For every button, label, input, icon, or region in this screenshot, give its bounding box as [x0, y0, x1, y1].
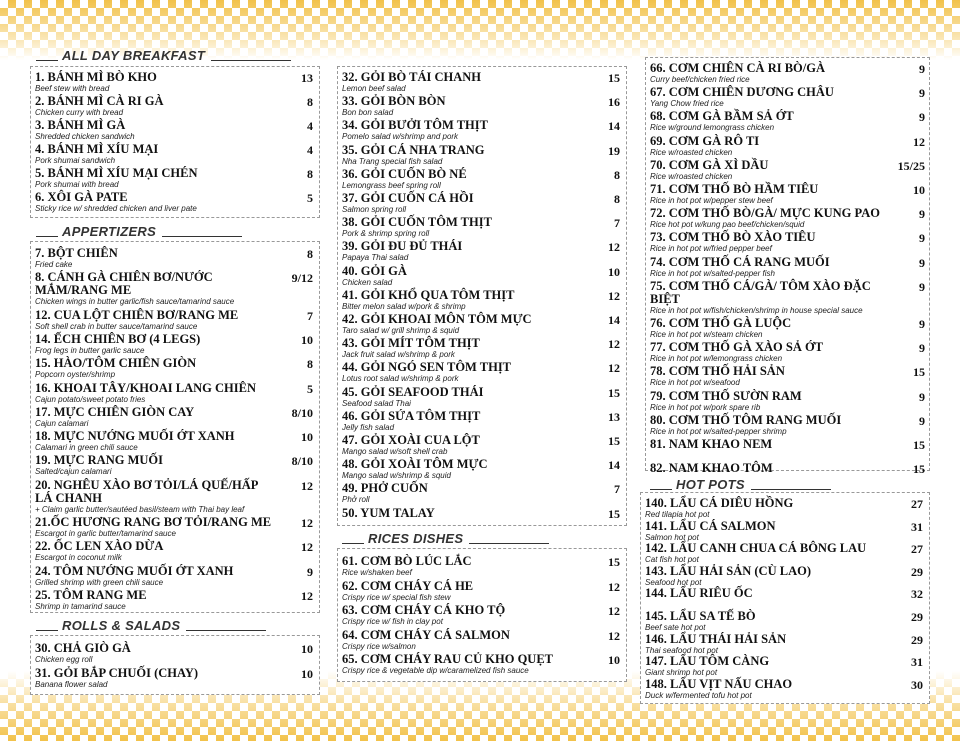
menu-item-name: 3. BÁNH MÌ GÀ: [35, 118, 126, 132]
menu-item-price: 12: [608, 361, 620, 376]
menu-item-name: 44. GỎI NGÓ SEN TÔM THỊT: [342, 360, 512, 375]
menu-item-name: 4. BÁNH MÌ XÍU MẠI: [35, 142, 159, 156]
menu-item-price: 31: [911, 655, 923, 670]
header-rule: [751, 489, 831, 490]
menu-item-name: 62. CƠM CHÁY CÁ HE: [342, 578, 474, 593]
header-rule: [211, 60, 291, 61]
menu-item-price: 4: [307, 143, 313, 157]
menu-item-description: Rice in hot pot w/pork spare rib: [650, 402, 761, 412]
menu-item-name: 17. MỰC CHIÊN GIÒN CAY: [35, 404, 195, 419]
menu-item-name: 61. CƠM BÒ LÚC LẮC: [342, 554, 472, 568]
menu-item-name: 40. GỎI GÀ: [342, 263, 407, 278]
menu-item-price: 9: [307, 564, 313, 579]
menu-item-name: 50. YUM TALAY: [342, 505, 435, 520]
menu-item-name: 148. LẨU VỊT NẤU CHAO: [645, 676, 793, 691]
menu-item-name: 80. CƠM THỐ TÔM RANG MUỐI: [650, 412, 842, 427]
menu-item-name: 71. CƠM THỐ BÒ HẦM TIÊU: [650, 182, 819, 196]
menu-item-price: 15: [608, 555, 620, 569]
menu-item-description: Rice in hot pot w/salted-pepper shrimp: [650, 426, 787, 436]
menu-item-description: Crispy rice w/ fish in clay pot: [342, 617, 443, 626]
menu-item-name: 69. CƠM GÀ RÔ TI: [650, 133, 760, 148]
menu-item-name: 64. CƠM CHÁY CÁ SALMON: [342, 627, 510, 642]
menu-item-price: 15: [913, 438, 925, 452]
menu-item-description: Giant shrimp hot pot: [645, 668, 718, 678]
menu-item-name: 74. CƠM THỐ CÁ RANG MUỐI: [650, 254, 830, 269]
menu-item-price: 15: [608, 385, 620, 400]
menu-item-price: 5: [307, 381, 313, 396]
menu-item-description: Curry beef/chicken fried rice: [650, 75, 750, 84]
menu-item-price: 5: [307, 191, 313, 205]
menu-item-description: + Claim garlic butter/sautéed basil/steam with Thai bay leaf: [35, 504, 245, 514]
menu-item-price: 10: [301, 430, 313, 445]
header-rule: [186, 630, 266, 631]
section-title: ROLLS & SALADS: [62, 617, 181, 633]
menu-item-price: 15: [913, 462, 925, 477]
menu-item-description: Rice in hot pot w/fried pepper beef: [650, 244, 772, 254]
menu-item-description: Escargot in garlic butter/tamarind sauce: [35, 529, 176, 538]
menu-item-name: 77. CƠM THỐ GÀ XÀO SẢ ỚT: [650, 340, 824, 355]
menu-item-name: 66. CƠM CHIÊN CÀ RI BÒ/GÀ: [650, 61, 826, 75]
menu-item-price: 7: [307, 308, 313, 323]
menu-item-price: 9: [919, 279, 925, 294]
menu-item-description: Calamari in green chili sauce: [35, 443, 138, 453]
section-title: ALL DAY BREAKFAST: [62, 47, 206, 63]
menu-item-price: 8: [307, 167, 313, 181]
appetizer-list: [30, 241, 320, 613]
menu-item-description: Crispy rice & vegetable dip w/caramelized fish sauce: [342, 666, 529, 675]
menu-item-description: Jelly fish salad: [342, 422, 395, 432]
menu-item-description: Shredded chicken sandwich: [35, 132, 135, 141]
menu-item-description: Lotus root salad w/shrimp & pork: [342, 374, 459, 384]
menu-item-price: 8: [614, 167, 620, 182]
menu-item-name: 37. GỎI CUỐN CÁ HỒI: [342, 191, 474, 205]
menu-item-price: 29: [911, 564, 923, 579]
menu-item-name: 145. LẨU SA TẾ BÒ: [645, 609, 756, 623]
menu-item-name: 46. GỎI SỨA TÔM THỊT: [342, 408, 481, 423]
menu-item-description: Popcorn oyster/shrimp: [35, 370, 116, 380]
menu-item-price: 4: [307, 119, 313, 133]
menu-item-description: Rice in hot pot w/steam chicken: [650, 330, 763, 339]
menu-item-name: 25. TÔM RANG ME: [35, 587, 147, 602]
menu-item-description: Bon bon salad: [342, 108, 394, 118]
menu-item-name: 45. GỎI SEAFOOD THÁI: [342, 384, 484, 399]
menu-item-name: 142. LẨU CANH CHUA CÁ BÔNG LAU: [645, 541, 867, 556]
menu-item-price: 9: [919, 207, 925, 222]
menu-item-price: 9/12: [291, 271, 313, 286]
menu-item-price: 7: [614, 216, 620, 231]
menu-item-name: 144. LẨU RIÊU ỐC: [645, 586, 753, 601]
menu-item-description: Pork shumai sandwich: [35, 156, 116, 165]
menu-item-name: 146. LẨU THÁI HẢI SẢN: [645, 631, 787, 646]
menu-item-name: 39. GỎI ĐU ĐỦ THÁI: [342, 239, 463, 254]
menu-item-price: 12: [608, 604, 620, 618]
menu-item-name: 41. GỎI KHỔ QUA TÔM THỊT: [342, 287, 515, 302]
menu-item-description: Rice in hot pot w/lemongrass chicken: [650, 354, 783, 364]
menu-item-name: 18. MỰC NƯỚNG MUỐI ỚT XANH: [35, 429, 235, 444]
menu-item-name: 19. MỰC RANG MUỐI: [35, 453, 163, 468]
menu-item-description: Frog legs in butter garlic sauce: [35, 345, 145, 355]
menu-item-description: Escargot in coconut milk: [35, 553, 122, 563]
menu-item-description: Pork & shrimp spring roll: [342, 229, 430, 239]
menu-item-description: Sticky rice w/ shredded chicken and liver pate: [35, 204, 197, 213]
menu-item-price: 12: [913, 134, 925, 149]
menu-item-description: Shrimp in tamarind sauce: [35, 601, 126, 611]
menu-item-price: 13: [608, 409, 620, 424]
section-header-breakfast: [36, 45, 291, 65]
menu-item-name: 75. CƠM THỐ CÁ/GÀ/ TÔM XÀO ĐẶC BIỆT: [650, 278, 871, 306]
menu-item-price: 7: [614, 482, 620, 497]
menu-item-description: Yang Chow fried rice: [650, 99, 724, 109]
rice-list-b: [645, 57, 930, 477]
menu-item-price: 8: [307, 357, 313, 372]
menu-item-price: 27: [911, 542, 923, 557]
menu-item-description: Pomelo salad w/shrimp and pork: [342, 132, 459, 142]
menu-item-description: Nha Trang special fish salad: [342, 156, 443, 166]
menu-item-price: 29: [911, 610, 923, 624]
menu-item-name: 2. BÁNH MÌ CÀ RI GÀ: [35, 94, 164, 108]
menu-item-price: 10: [913, 183, 925, 197]
menu-item-description: Beef sate hot pot: [645, 623, 706, 632]
section-header-rice: [342, 528, 549, 548]
menu-item-price: 14: [608, 313, 620, 327]
menu-item-price: 9: [919, 110, 925, 125]
menu-item-price: 8: [614, 192, 620, 206]
menu-item-price: 8/10: [291, 405, 313, 420]
menu-item-price: 30: [911, 677, 923, 692]
breakfast-list: [30, 66, 320, 218]
menu-item-price: 12: [608, 337, 620, 352]
menu-item-description: Crispy rice w/ special fish stew: [342, 592, 451, 602]
menu-item-name: 65. CƠM CHÁY RAU CỦ KHO QUẸT: [342, 652, 553, 666]
menu-item-name: 68. CƠM GÀ BẦM SẢ ỚT: [650, 109, 794, 124]
menu-item-name: 49. PHỞ CUỐN: [342, 481, 428, 496]
menu-item-name: 15. HÀO/TÔM CHIÊN GIÒN: [35, 356, 197, 371]
menu-item-description: Rice in hot pot w/fish/chicken/shrimp in house special sauce: [650, 305, 863, 315]
header-rule: [36, 236, 58, 237]
menu-item-description: Red tilapia hot pot: [645, 510, 710, 519]
roll-list: [30, 635, 320, 695]
rice-list-a: [337, 548, 627, 682]
menu-item-name: 20. NGHÊU XÀO BƠ TỎI/LÁ QUẾ/HẤP LÁ CHANH: [35, 477, 258, 505]
menu-item-name: 43. GỎI MÍT TÔM THỊT: [342, 336, 480, 351]
menu-item-price: 14: [608, 119, 620, 134]
section-title: RICES DISHES: [368, 530, 464, 546]
menu-item-description: Fried cake: [35, 260, 73, 269]
menu-item-price: 9: [919, 341, 925, 356]
menu-item-price: 15: [608, 434, 620, 448]
menu-item-description: Lemongrass beef spring roll: [342, 180, 441, 190]
menu-item-price: 14: [608, 458, 620, 473]
menu-item-price: 9: [919, 317, 925, 331]
menu-item-description: Duck w/fermented tofu hot pot: [645, 690, 752, 700]
menu-item-name: 72. CƠM THỐ BÒ/GÀ/ MỰC KUNG PAO: [650, 206, 880, 221]
menu-item-description: Pork shumai with bread: [35, 180, 119, 189]
menu-item-price: 9: [919, 86, 925, 101]
menu-item-name: 147. LẨU TÔM CÀNG: [645, 654, 770, 669]
menu-item-description: Rice w/roasted chicken: [650, 147, 733, 157]
menu-item-description: Seafood hot pot: [645, 577, 702, 587]
menu-item-name: 31. GỎI BẮP CHUỐI (CHAY): [35, 666, 199, 680]
menu-item-description: Cajun potato/sweet potato fries: [35, 394, 146, 404]
menu-item-name: 35. GỎI CÁ NHA TRANG: [342, 142, 485, 157]
menu-item-name: 14. ẾCH CHIÊN BƠ (4 LEGS): [35, 331, 201, 346]
menu-item-name: 76. CƠM THỐ GÀ LUỘC: [650, 316, 792, 330]
menu-item-description: Phở roll: [342, 495, 370, 505]
menu-item-description: Rice in hot pot w/salted-pepper fish: [650, 268, 775, 278]
menu-item-price: 16: [608, 95, 620, 110]
salad-list: [337, 66, 627, 526]
menu-item-name: 141. LẨU CÁ SALMON: [645, 518, 776, 533]
menu-item-price: 12: [608, 628, 620, 643]
header-rule: [342, 543, 364, 544]
menu-item-description: Salmon hot pot: [645, 532, 699, 542]
menu-item-description: Soft shell crab in butter sauce/tamarind sauce: [35, 321, 198, 331]
menu-item-description: Crispy rice w/salmon: [342, 641, 416, 651]
menu-item-description: Banana flower salad: [35, 680, 108, 689]
menu-item-price: 12: [301, 540, 313, 555]
menu-item-name: 1. BÁNH MÌ BÒ KHO: [35, 70, 157, 84]
menu-item-description: Rice w/ground lemongrass chicken: [650, 123, 775, 133]
menu-item-name: 79. CƠM THỐ SƯỜN RAM: [650, 388, 802, 403]
menu-item-name: 82. NAM KHAO TÔM: [650, 461, 773, 476]
menu-item-description: Bitter melon salad w/pork & shrimp: [342, 301, 466, 311]
hotpot-list: [640, 492, 930, 704]
menu-item-name: 12. CUA LỘT CHIÊN BƠ/RANG ME: [35, 307, 239, 322]
menu-item-name: 34. GỎI BƯỞI TÔM THỊT: [342, 118, 488, 133]
menu-item-price: 12: [301, 516, 313, 530]
menu-item-name: 30. CHẢ GIÒ GÀ: [35, 641, 131, 655]
menu-item-description: Rice in hot pot w/pepper stew beef: [650, 196, 773, 205]
section-header-hotpots: [650, 474, 831, 494]
menu-item-name: 5. BÁNH MÌ XÍU MẠI CHÉN: [35, 166, 198, 180]
menu-item-description: Cajun calamari: [35, 418, 89, 428]
menu-item-price: 15: [608, 506, 620, 521]
menu-item-description: Mango salad w/soft shell crab: [342, 447, 448, 456]
menu-item-name: 38. GỎI CUỐN TÔM THỊT: [342, 215, 492, 230]
section-title: HOT POTS: [676, 476, 745, 492]
menu-item-price: 13: [301, 71, 313, 85]
menu-item-name: 7. BỘT CHIÊN: [35, 246, 118, 260]
menu-item-price: 9: [919, 255, 925, 270]
menu-item-description: Taro salad w/ grill shrimp & squid: [342, 326, 460, 335]
menu-item-description: Thai seafood hot pot: [645, 645, 718, 655]
menu-item-price: 8: [307, 247, 313, 261]
menu-item-price: 32: [911, 587, 923, 602]
menu-item-description: Rice w/roasted chicken: [650, 171, 733, 181]
menu-item-price: 10: [301, 332, 313, 347]
header-rule: [162, 236, 242, 237]
menu-item-price: 15: [913, 365, 925, 380]
menu-item-name: 42. GỎI KHOAI MÔN TÔM MỰC: [342, 312, 532, 326]
menu-item-description: Grilled shrimp with green chili sauce: [35, 577, 164, 587]
menu-item-name: 21.ỐC HƯƠNG RANG BƠ TỎI/RANG ME: [35, 515, 272, 529]
menu-item-name: 140. LẨU CÁ DIÊU HỒNG: [645, 496, 794, 510]
menu-item-price: 12: [301, 478, 313, 493]
menu-item-price: 8/10: [291, 454, 313, 469]
menu-item-description: Chicken egg roll: [35, 655, 93, 664]
menu-item-price: 15: [608, 71, 620, 85]
section-header-rolls: [36, 615, 266, 635]
menu-item-name: 6. XÔI GÀ PATE: [35, 190, 128, 204]
menu-item-price: 10: [608, 653, 620, 667]
menu-item-name: 63. CƠM CHÁY CÁ KHO TỘ: [342, 603, 506, 617]
menu-item-price: 8: [307, 95, 313, 109]
menu-item-price: 12: [301, 588, 313, 603]
menu-item-description: Chicken wings in butter garlic/fish sauce/tamarind sauce: [35, 297, 235, 307]
menu-item-price: 10: [608, 264, 620, 279]
menu-item-name: 47. GỎI XOÀI CUA LỘT: [342, 433, 480, 447]
menu-item-description: Rice hot pot w/kung pao beef/chicken/squid: [650, 220, 805, 230]
menu-item-price: 19: [608, 143, 620, 158]
menu-item-name: 70. CƠM GÀ XÌ DẦU: [650, 157, 769, 172]
menu-item-description: Chicken salad: [342, 277, 393, 287]
menu-item-price: 31: [911, 519, 923, 534]
menu-item-name: 36. GỎI CUỐN BÒ NÉ: [342, 166, 467, 181]
header-rule: [650, 489, 672, 490]
menu-item-description: Beef stew with bread: [35, 84, 110, 93]
menu-item-price: 9: [919, 389, 925, 404]
menu-item-description: Jack fruit salad w/shrimp & pork: [342, 350, 455, 360]
menu-item-name: 22. ỐC LEN XÀO DỪA: [35, 539, 164, 554]
menu-item-description: Salmon spring roll: [342, 205, 407, 214]
menu-item-description: Salted/cajun calamari: [35, 467, 112, 477]
menu-item-name: 33. GỎI BÒN BÒN: [342, 94, 446, 109]
menu-item-description: Rice in hot pot w/seafood: [650, 378, 740, 388]
menu-item-description: Rice w/shaken beef: [342, 568, 412, 577]
menu-item-price: 9: [919, 413, 925, 428]
menu-item-name: 78. CƠM THỐ HẢI SẢN: [650, 364, 785, 379]
menu-item-price: 10: [301, 642, 313, 656]
header-rule: [469, 543, 549, 544]
header-rule: [36, 630, 58, 631]
menu-item-name: 32. GỎI BÒ TÁI CHANH: [342, 70, 482, 84]
menu-item-price: 9: [919, 62, 925, 76]
menu-item-description: Seafood salad Thai: [342, 398, 411, 408]
menu-item-name: 143. LẨU HẢI SẢN (CÙ LAO): [645, 563, 811, 578]
menu-item-name: 73. CƠM THỐ BÒ XÀO TIÊU: [650, 230, 816, 245]
section-title: APPERTIZERS: [62, 223, 157, 239]
menu-item-name: 24. TÔM NƯỚNG MUỐI ỚT XANH: [35, 563, 234, 578]
menu-item-name: 8. CÁNH GÀ CHIÊN BƠ/NƯỚC MẮM/RANG ME: [35, 270, 213, 298]
menu-item-description: Mango salad w/shrimp & squid: [342, 471, 451, 481]
menu-item-description: Chicken curry with bread: [35, 108, 124, 117]
menu-item-price: 9: [919, 231, 925, 246]
menu-item-name: 16. KHOAI TÂY/KHOAI LANG CHIÊN: [35, 380, 256, 395]
menu-item-price: 12: [608, 288, 620, 303]
menu-item-price: 27: [911, 497, 923, 511]
menu-item-description: Lemon beef salad: [342, 84, 406, 93]
menu-item-description: Papaya Thai salad: [342, 253, 409, 263]
menu-item-price: 15/25: [897, 158, 925, 173]
menu-item-price: 10: [301, 667, 313, 681]
menu-item-description: Cat fish hot pot: [645, 555, 699, 565]
section-header-appetizers: [36, 221, 242, 241]
menu-item-price: 12: [608, 579, 620, 594]
menu-item-price: 29: [911, 632, 923, 647]
header-rule: [36, 60, 58, 61]
menu-item-name: 67. CƠM CHIÊN DƯƠNG CHÂU: [650, 85, 834, 100]
menu-item-price: 12: [608, 240, 620, 255]
menu-item-name: 48. GỎI XOÀI TÔM MỰC: [342, 457, 488, 472]
menu-item-name: 81. NAM KHAO NEM: [650, 437, 773, 451]
